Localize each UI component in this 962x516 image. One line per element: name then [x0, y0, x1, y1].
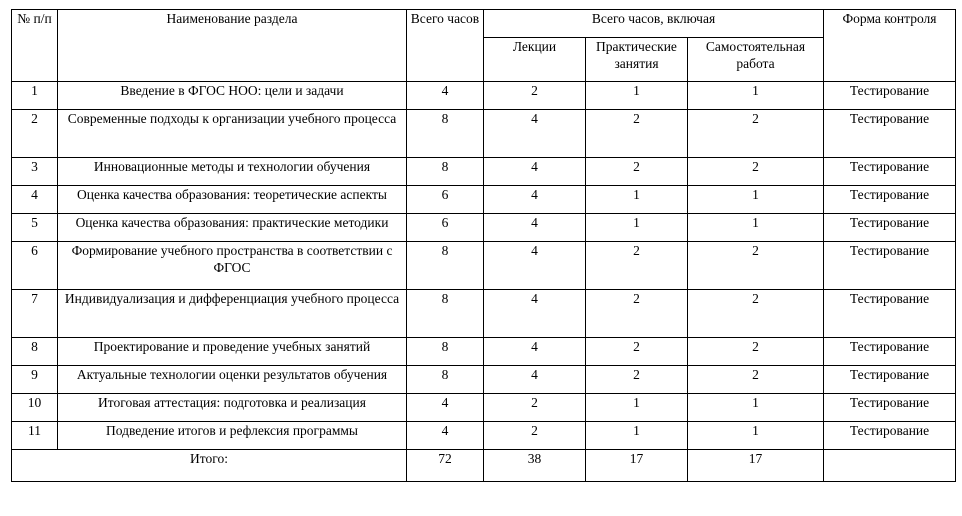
curriculum-table: [11, 9, 956, 482]
row-section-name: Оценка качества образования: теоретические аспекты: [58, 186, 407, 214]
row-self-study: 1: [688, 214, 824, 242]
row-section-name: Актуальные технологии оценки результатов обучения: [58, 366, 407, 394]
row-control-form: Тестирование: [824, 422, 956, 450]
row-total-hours: 4: [407, 82, 484, 110]
table-row: [12, 366, 956, 394]
table-body: [12, 82, 956, 450]
row-practice: 1: [586, 82, 688, 110]
table-row: [12, 394, 956, 422]
row-lectures: 4: [484, 338, 586, 366]
row-number: 5: [12, 214, 58, 242]
total-practice: 17: [586, 450, 688, 482]
row-lectures: 2: [484, 394, 586, 422]
total-lectures: 38: [484, 450, 586, 482]
row-lectures: 4: [484, 214, 586, 242]
row-practice: 1: [586, 214, 688, 242]
row-practice: 1: [586, 186, 688, 214]
row-total-hours: 8: [407, 110, 484, 158]
header-name: Наименование раздела: [58, 10, 407, 82]
table-row: [12, 214, 956, 242]
total-hours: 72: [407, 450, 484, 482]
table-row: [12, 110, 956, 158]
row-control-form: Тестирование: [824, 242, 956, 290]
header-control: Форма контроля: [824, 10, 956, 82]
row-section-name: Оценка качества образования: практические методики: [58, 214, 407, 242]
row-control-form: Тестирование: [824, 338, 956, 366]
total-control: [824, 450, 956, 482]
table-row: [12, 422, 956, 450]
row-total-hours: 8: [407, 158, 484, 186]
row-section-name: Подведение итогов и рефлексия программы: [58, 422, 407, 450]
row-practice: 2: [586, 110, 688, 158]
row-total-hours: 6: [407, 214, 484, 242]
row-section-name: Индивидуализация и дифференциация учебного процесса: [58, 290, 407, 338]
row-lectures: 4: [484, 290, 586, 338]
header-total: Всего часов: [407, 10, 484, 82]
table-row: [12, 290, 956, 338]
row-practice: 2: [586, 290, 688, 338]
row-control-form: Тестирование: [824, 110, 956, 158]
row-self-study: 1: [688, 82, 824, 110]
row-lectures: 4: [484, 242, 586, 290]
header-self: Самостоятельная работа: [688, 38, 824, 82]
row-lectures: 4: [484, 110, 586, 158]
row-practice: 2: [586, 242, 688, 290]
row-control-form: Тестирование: [824, 158, 956, 186]
table-row: [12, 242, 956, 290]
row-practice: 2: [586, 338, 688, 366]
row-practice: 1: [586, 394, 688, 422]
row-total-hours: 6: [407, 186, 484, 214]
row-self-study: 1: [688, 186, 824, 214]
row-control-form: Тестирование: [824, 214, 956, 242]
row-self-study: 2: [688, 158, 824, 186]
row-number: 1: [12, 82, 58, 110]
header-row-1: [12, 10, 956, 38]
row-control-form: Тестирование: [824, 290, 956, 338]
total-label: Итого:: [12, 450, 407, 482]
row-control-form: Тестирование: [824, 82, 956, 110]
row-control-form: Тестирование: [824, 394, 956, 422]
row-number: 10: [12, 394, 58, 422]
row-self-study: 1: [688, 394, 824, 422]
row-number: 4: [12, 186, 58, 214]
table-row: [12, 82, 956, 110]
row-self-study: 2: [688, 242, 824, 290]
table-row: [12, 186, 956, 214]
row-number: 2: [12, 110, 58, 158]
row-lectures: 4: [484, 366, 586, 394]
row-self-study: 1: [688, 422, 824, 450]
table-row: [12, 338, 956, 366]
header-num: № п/п: [12, 10, 58, 82]
row-section-name: Проектирование и проведение учебных занятий: [58, 338, 407, 366]
row-total-hours: 4: [407, 422, 484, 450]
row-number: 3: [12, 158, 58, 186]
row-total-hours: 8: [407, 338, 484, 366]
row-section-name: Современные подходы к организации учебного процесса: [58, 110, 407, 158]
table-row: [12, 158, 956, 186]
row-section-name: Введение в ФГОС НОО: цели и задачи: [58, 82, 407, 110]
total-self: 17: [688, 450, 824, 482]
row-practice: 2: [586, 158, 688, 186]
row-self-study: 2: [688, 110, 824, 158]
row-total-hours: 8: [407, 366, 484, 394]
row-number: 9: [12, 366, 58, 394]
header-lectures: Лекции: [484, 38, 586, 82]
row-number: 6: [12, 242, 58, 290]
row-total-hours: 8: [407, 290, 484, 338]
row-practice: 1: [586, 422, 688, 450]
row-self-study: 2: [688, 338, 824, 366]
row-total-hours: 4: [407, 394, 484, 422]
row-lectures: 4: [484, 186, 586, 214]
row-control-form: Тестирование: [824, 366, 956, 394]
row-self-study: 2: [688, 290, 824, 338]
row-lectures: 2: [484, 82, 586, 110]
row-section-name: Формирование учебного пространства в соответствии с ФГОС: [58, 242, 407, 290]
row-total-hours: 8: [407, 242, 484, 290]
row-number: 8: [12, 338, 58, 366]
row-section-name: Итоговая аттестация: подготовка и реализация: [58, 394, 407, 422]
row-number: 11: [12, 422, 58, 450]
row-practice: 2: [586, 366, 688, 394]
row-number: 7: [12, 290, 58, 338]
row-lectures: 4: [484, 158, 586, 186]
total-row: [12, 450, 956, 482]
header-group: Всего часов, включая: [484, 10, 824, 38]
row-control-form: Тестирование: [824, 186, 956, 214]
row-self-study: 2: [688, 366, 824, 394]
row-section-name: Инновационные методы и технологии обучения: [58, 158, 407, 186]
header-practice: Практические занятия: [586, 38, 688, 82]
row-lectures: 2: [484, 422, 586, 450]
